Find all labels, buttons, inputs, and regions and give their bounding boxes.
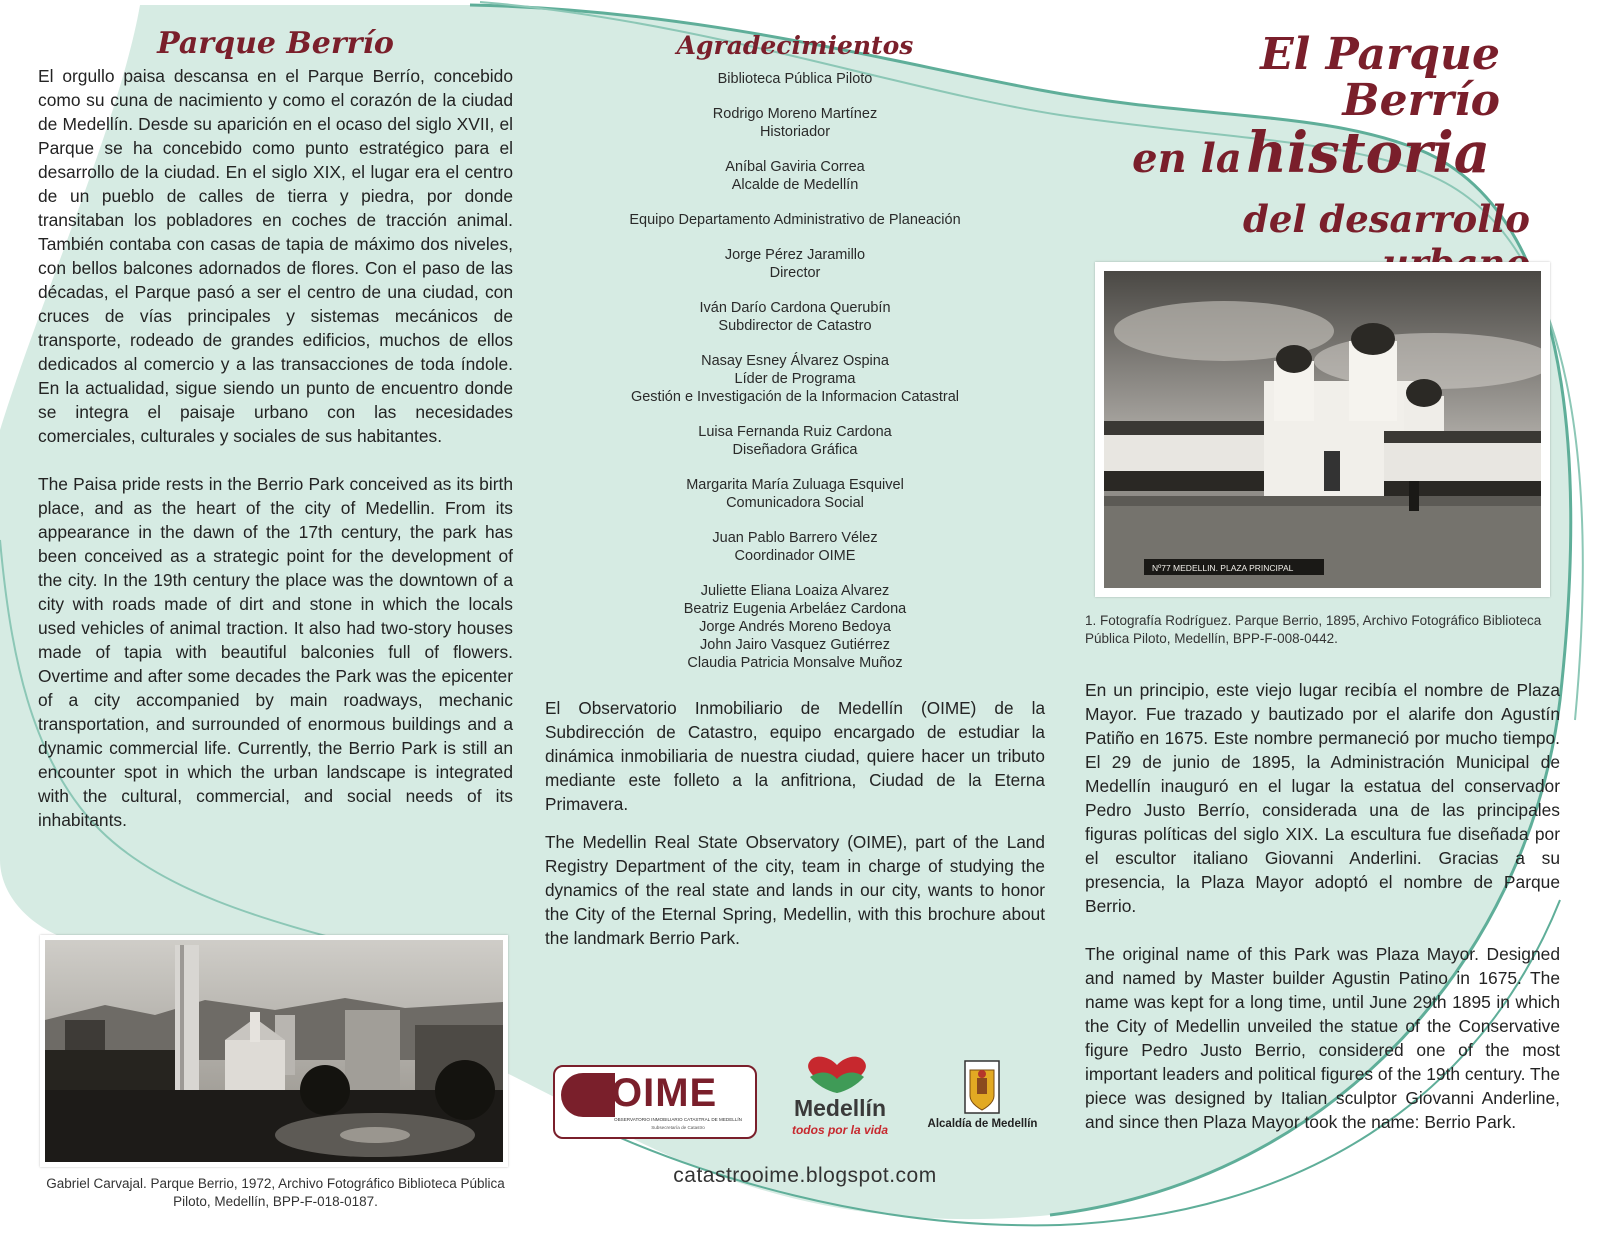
- credit-role: Claudia Patricia Monsalve Muñoz: [687, 655, 903, 671]
- credit-role: Líder de Programa: [734, 371, 856, 387]
- oime-subtitle-2: Subsecretaría de Catastro: [651, 1125, 705, 1130]
- middle-column: [545, 30, 1045, 950]
- credit-entry: [545, 529, 1045, 565]
- credit-entry: [545, 246, 1045, 282]
- middle-title: Agradecimientos: [676, 31, 914, 60]
- right-paragraph-es: En un principio, este viejo lugar recibía el nombre de Plaza Mayor. Fue trazado y bautizado por el alarife don Agustín Patiño en 1675. Este nombre permaneció por mucho tiempo. El 29 de junio de 1895, la Administración Municipal de Medellín inauguró en el lugar la estatua del conservador Pedro Justo Berrío, considerada una de las principales figuras políticas del siglo XIX. La escultura fue diseñada por el escultor italiano Giovanni Anderlini. Gracias a su presencia, la Plaza Mayor adoptó el nombre de Parque Berrio.: [1085, 680, 1560, 916]
- parque-berrio-1972-photo: [45, 940, 503, 1162]
- credit-entry: [545, 211, 1045, 229]
- credit-role: Historiador: [759, 124, 831, 140]
- credit-name: Aníbal Gaviria Correa: [725, 159, 865, 175]
- right-photo-caption: 1. Fotografía Rodríguez. Parque Berrio, 1895, Archivo Fotográfico Biblioteca Pública Piloto, Medellín, BPP-F-008-0442.: [1085, 613, 1542, 646]
- credit-entry: [545, 476, 1045, 512]
- left-paragraph-en: The Paisa pride rests in the Berrio Park conceived as its birth place, and as the heart of the city of Medellin. From its appearance in the dawn of the 17th century, the park has been conceived as a strategic point for the development of the city. In the 19th century the place was the downtown of a city with roads made of dirt and stone in which the locals used vehicles of animal traction. It also had two-story houses made of tapia with beautiful balconies full of flowers. Overtime and after some decades the Park was the epicenter of a city accompanied by main roadways, mechanic transportation, and surrounded of enormous buildings and a dynamic commercial life. Currently, the Berrio Park is still an encounter spot in which the urban landscape is integrated with the cultural, commercial, and social needs of its inhabitants.: [38, 474, 513, 830]
- medellin-logo: [780, 1055, 900, 1140]
- main-title-line2: [1100, 120, 1560, 197]
- credit-entry: [545, 423, 1045, 459]
- left-photo-frame: [40, 935, 508, 1167]
- left-paragraph-es: El orgullo paisa descansa en el Parque Berrío, concebido como su cuna de nacimiento y como el corazón de la ciudad de Medellín. Desde su aparición en el ocaso del siglo XVII, el Parque se ha concebido como punto estratégico para el desarrollo de la ciudad. En el siglo XIX, el lugar era el centro de un pueblo de calles de tierra y piedra, por donde transitaban los pobladores en coches de tracción animal. También contaba con casas de tapia de máximo dos niveles, con bellos balcones adornados de flores. Con el paso de las décadas, el Parque pasó a ser el centro de una ciudad, con cruces de vías principales y sistemas mecánicos de transporte, rodeado de grandes edificios, muchos de ellos dedicados al comercio y a las transacciones de toda índole. En la actualidad, sigue siendo un punto de encuentro donde se integra el paisaje urbano con las necesidades comerciales, culturales y sociales de sus habitantes.: [38, 66, 513, 446]
- left-photo-caption: Gabriel Carvajal. Parque Berrio, 1972, Archivo Fotográfico Biblioteca Pública Piloto, Medellín, BPP-F-018-0187.: [46, 1176, 505, 1209]
- right-paragraph-en: The original name of this Park was Plaza Mayor. Designed and named by Master builder Agustin Patino in 1675. The name was kept for a long time, until June 29th 1895 in which the City of Medellin unveiled the statue of the Conservative figure Pedro Justo Berrio, considered one of the most important leaders and political figures of the 19th century. The piece was designed by Italian sculptor Giovanni Anderline, and since then Plaza Mayor took the name: Berrio Park.: [1085, 944, 1560, 1132]
- credit-name: Rodrigo Moreno Martínez: [712, 106, 878, 122]
- medellin-tagline: todos por la vida: [791, 1123, 888, 1137]
- oime-logo: [553, 1065, 757, 1139]
- credit-name: Juliette Eliana Loaiza Alvarez: [700, 583, 890, 599]
- right-photo-frame: [1095, 262, 1550, 597]
- credit-entry: [545, 70, 1045, 88]
- credit-name: Equipo Departamento Administrativo de Planeación: [629, 212, 961, 228]
- credit-role: Diseñadora Gráfica: [732, 442, 858, 458]
- left-column: [38, 26, 513, 832]
- credit-name: Juan Pablo Barrero Vélez: [712, 530, 878, 546]
- heart-icon: [802, 1055, 872, 1095]
- left-title: Parque Berrío: [157, 26, 394, 61]
- credit-name: Jorge Pérez Jaramillo: [724, 247, 866, 263]
- credit-entry: [545, 582, 1045, 672]
- credit-role: Director: [769, 265, 821, 281]
- oime-wordmark: OIME: [611, 1071, 718, 1115]
- alcaldia-logo: [920, 1060, 1045, 1140]
- main-title-en-la: en la: [1132, 135, 1242, 182]
- credit-role: John Jairo Vasquez Gutiérrez: [700, 637, 890, 653]
- credit-entry: [545, 158, 1045, 194]
- coat-of-arms-icon: [964, 1060, 1000, 1114]
- credit-role: Gestión e Investigación de la Informacion Catastral: [630, 389, 960, 405]
- middle-paragraph-es: El Observatorio Inmobiliario de Medellín (OIME) de la Subdirección de Catastro, equipo encargado de estudiar la dinámica inmobiliaria de nuestra ciudad, quiere hacer un tributo mediante este folleto a la anfitriona, Ciudad de la Eterna Primavera.: [545, 698, 1045, 814]
- alcaldia-label: Alcaldía de Medellín: [927, 1118, 1038, 1130]
- medellin-wordmark: Medellín: [793, 1095, 886, 1121]
- main-title-line3: del desarrollo: [1242, 197, 1530, 241]
- credit-entry: [545, 352, 1045, 406]
- credit-entry: [545, 105, 1045, 141]
- credit-role: Beatriz Eugenia Arbeláez Cardona: [683, 601, 907, 617]
- credit-name: Nasay Esney Álvarez Ospina: [701, 353, 889, 369]
- credit-role: Coordinador OIME: [734, 548, 856, 564]
- main-title-historia: historia: [1246, 120, 1490, 186]
- credit-role: Jorge Andrés Moreno Bedoya: [699, 619, 891, 635]
- credit-name: Margarita María Zuluaga Esquivel: [686, 477, 904, 493]
- right-text-column: [1085, 678, 1560, 1134]
- middle-paragraph-en: The Medellin Real State Observatory (OIME), part of the Land Registry Department of the city, team in charge of studying the dynamics of the real state and lands in our city, wants to honor the City of the Eternal Spring, Medellin, with this brochure about the landmark Berrio Park.: [545, 832, 1045, 948]
- photo-plate-label: Nº77 MEDELLIN. PLAZA PRINCIPAL: [1152, 563, 1294, 573]
- credit-entry: [545, 299, 1045, 335]
- plaza-mayor-1895-photo: [1104, 271, 1541, 588]
- credit-name: Iván Darío Cardona Querubín: [699, 300, 891, 316]
- credit-name: Luisa Fernanda Ruiz Cardona: [698, 424, 892, 440]
- credit-role: Subdirector de Catastro: [718, 318, 872, 334]
- blog-url[interactable]: catastrooime.blogspot.com: [673, 1164, 937, 1187]
- main-title-line1: El Parque Berrío: [1260, 29, 1500, 126]
- credit-role: Alcalde de Medellín: [731, 177, 859, 193]
- credit-role: Comunicadora Social: [726, 495, 864, 511]
- credit-name: Biblioteca Pública Piloto: [717, 71, 873, 87]
- oime-subtitle: OBSERVATORIO INMOBILIARIO CATASTRAL DE MEDELLÍN: [614, 1117, 742, 1122]
- credits-list: [545, 70, 1045, 672]
